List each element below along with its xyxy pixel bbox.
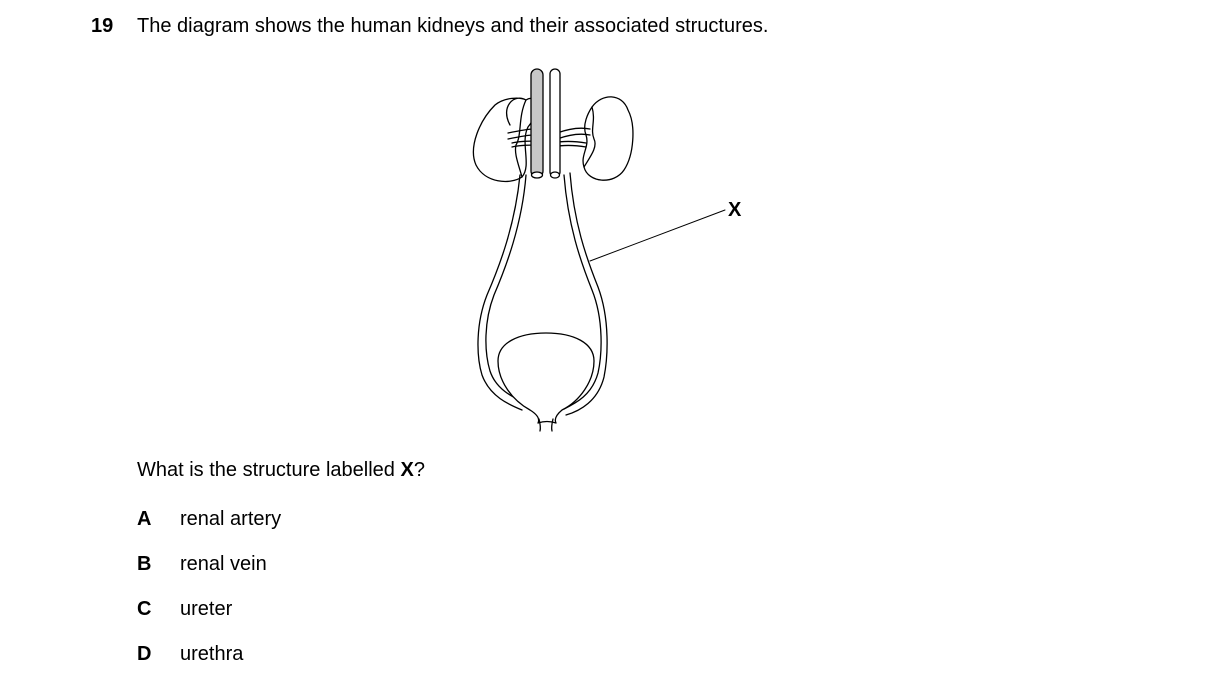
option-letter: D bbox=[137, 643, 152, 665]
option-text: ureter bbox=[180, 598, 233, 620]
option-a[interactable] bbox=[137, 507, 281, 552]
question-prompt bbox=[137, 458, 425, 482]
left-kidney bbox=[473, 98, 536, 181]
option-text: renal artery bbox=[180, 508, 282, 530]
vena-cava bbox=[550, 69, 560, 177]
question-stem: The diagram shows the human kidneys and their associated structures. bbox=[137, 15, 769, 37]
kidney-diagram bbox=[440, 55, 770, 440]
option-text: renal vein bbox=[180, 553, 267, 575]
prompt-label: X bbox=[400, 459, 414, 481]
label-x-pointer bbox=[590, 210, 725, 261]
right-kidney bbox=[583, 97, 633, 180]
question-number: 19 bbox=[91, 15, 114, 37]
left-renal-vessel-upper bbox=[508, 129, 533, 133]
label-x: X bbox=[728, 199, 742, 221]
option-letter: B bbox=[137, 553, 152, 575]
aorta bbox=[531, 69, 543, 177]
option-d[interactable] bbox=[137, 642, 281, 687]
option-b[interactable] bbox=[137, 552, 281, 597]
option-text: urethra bbox=[180, 643, 244, 665]
option-letter: C bbox=[137, 598, 152, 620]
option-letter: A bbox=[137, 508, 152, 530]
answer-options bbox=[137, 507, 281, 687]
option-c[interactable] bbox=[137, 597, 281, 642]
prompt-after: ? bbox=[413, 459, 425, 481]
prompt-before: What is the structure labelled bbox=[137, 459, 401, 481]
